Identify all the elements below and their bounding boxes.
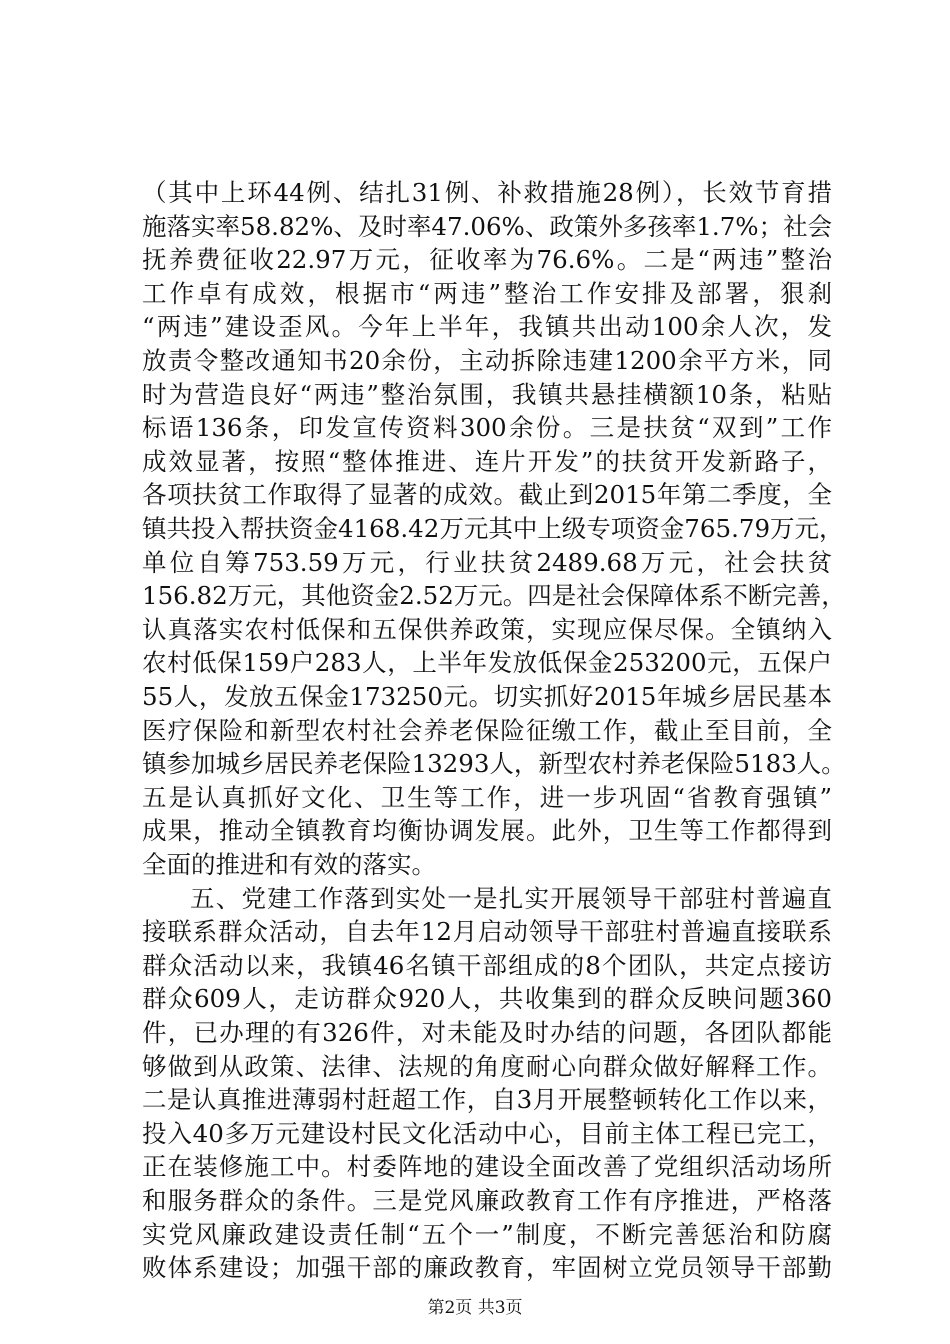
text-line: 够做到从政策、法律、法规的角度耐心向群众做好解释工作。: [142, 1051, 832, 1081]
text-line: 各项扶贫工作取得了显著的成效。截止到2015年第二季度，全: [142, 480, 832, 510]
text-line: 群众609人，走访群众920人，共收集到的群众反映问题360: [142, 984, 832, 1014]
text-line: 二是认真推进薄弱村赶超工作，自3月开展整顿转化工作以来，: [142, 1085, 832, 1115]
text-line: 件，已办理的有326件，对未能及时办结的问题，各团队都能: [142, 1018, 832, 1047]
text-line: （其中上环44例、结扎31例、补救措施28例），长效节育措: [142, 178, 832, 207]
text-line: 败体系建设；加强干部的廉政教育，牢固树立党员领导干部勤: [142, 1253, 832, 1283]
text-line: 五、党建工作落到实处一是扎实开展领导干部驻村普遍直: [190, 883, 832, 913]
text-line: 55人，发放五保金173250元。切实抓好2015年城乡居民基本: [142, 682, 832, 711]
text-line: 五是认真抓好文化、卫生等工作，进一步巩固“省教育强镇”: [142, 782, 832, 812]
page-footer: 第2页 共3页: [427, 1297, 523, 1318]
text-line: 时为营造良好“两违”整治氛围，我镇共悬挂横额10条，粘贴: [142, 379, 832, 409]
text-line: 工作卓有成效，根据市“两违”整治工作安排及部署，狠刹: [142, 278, 832, 308]
text-line: 镇共投入帮扶资金4168.42万元其中上级专项资金765.79万元，: [142, 514, 844, 543]
text-line: 认真落实农村低保和五保供养政策，实现应保尽保。全镇纳入: [142, 614, 832, 644]
text-line: 成效显著，按照“整体推进、连片开发”的扶贫开发新路子，: [142, 446, 832, 476]
text-line: 全面的推进和有效的落实。: [142, 850, 436, 879]
text-line: 成果，推动全镇教育均衡协调发展。此外，卫生等工作都得到: [142, 816, 832, 846]
text-line: 接联系群众活动，自去年12月启动领导干部驻村普遍直接联系: [142, 917, 832, 947]
text-line: 医疗保险和新型农村社会养老保险征缴工作，截止至目前，全: [142, 715, 832, 745]
text-line: 正在装修施工中。村委阵地的建设全面改善了党组织活动场所: [142, 1152, 832, 1182]
text-line: 标语136条，印发宣传资料300余份。三是扶贫“双到”工作: [142, 413, 832, 443]
text-line: 抚养费征收22.97万元，征收率为76.6%。二是“两违”整治: [142, 245, 832, 275]
text-line: 镇参加城乡居民养老保险13293人，新型农村养老保险5183人。: [142, 749, 846, 779]
text-line: 群众活动以来，我镇46名镇干部组成的8个团队，共定点接访: [142, 950, 832, 980]
text-line: 实党风廉政建设责任制“五个一”制度，不断完善惩治和防腐: [142, 1219, 832, 1249]
text-line: 放责令整改通知书20余份，主动拆除违建1200余平方米，同: [142, 346, 832, 375]
text-line: 施落实率58.82%、及时率47.06%、政策外多孩率1.7%；社会: [142, 211, 833, 241]
text-line: “两违”建设歪风。今年上半年，我镇共出动100余人次，发: [142, 312, 832, 342]
text-line: 农村低保159户283人，上半年发放低保金253200元，五保户: [142, 648, 832, 678]
text-line: 投入40多万元建设村民文化活动中心，目前主体工程已完工，: [142, 1118, 832, 1148]
text-line: 和服务群众的条件。三是党风廉政教育工作有序推进，严格落: [142, 1186, 832, 1215]
text-line: 156.82万元，其他资金2.52万元。四是社会保障体系不断完善，: [142, 581, 846, 611]
text-line: 单位自筹753.59万元，行业扶贫2489.68万元，社会扶贫: [142, 547, 832, 577]
